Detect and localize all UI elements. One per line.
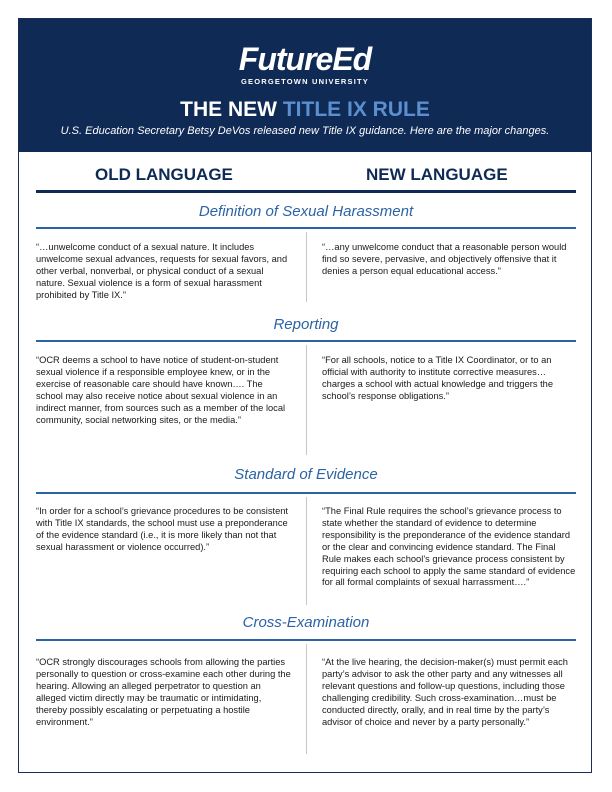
old-quote-cross-examination: “OCR strongly discourages schools from allowing the parties personally to question or cross-examine each other during the hearing. Allowing an alleged perpetrator to question an alleged victim directly may be traumatic or intimidating, thereby possibly escalating or perpetuating a hostile environment.” [36, 657, 291, 727]
section-title-definition: Definition of Sexual Harassment [198, 203, 414, 220]
column-divider [306, 644, 307, 754]
new-language-heading: NEW LANGUAGE [366, 165, 508, 184]
old-quote-reporting: “OCR deems a school to have notice of student-on-student sexual violence if a responsible employee knew, or in the exercise of reasonable care should have known…. The school may also receive notice about sexual violence in an indirect manner, from sources such as a member of the local community, social networking sites, or the media.” [36, 355, 286, 425]
title-prefix: THE NEW [180, 98, 283, 121]
section-rule [36, 227, 576, 229]
new-quote-definition: “…any unwelcome conduct that a reasonable person would find so severe, pervasive, and objectively offensive that it denies a person equal educational access.” [322, 242, 567, 276]
section-rule [36, 639, 576, 641]
section-rule [36, 492, 576, 494]
logo-subtitle: GEORGETOWN UNIVERSITY [241, 77, 369, 86]
page-subtitle: U.S. Education Secretary Betsy DeVos released new Title IX guidance. Here are the major changes. [60, 125, 550, 137]
old-quote-definition: “…unwelcome conduct of a sexual nature. It includes unwelcome sexual advances, requests for sexual favors, and other verbal, nonverbal, or physical conduct of a sexual nature. Sexual violence is a form of sexual harassment prohibited by Title IX.” [36, 242, 288, 300]
column-divider [306, 345, 307, 455]
old-quote-standard: “In order for a school’s grievance procedures to be consistent with Title IX standards, the school must use a preponderance of the evidence standard (i.e., it is more likely than not that sexual harassment or violence occurred).” [36, 506, 289, 552]
title-accent: TITLE IX RULE [282, 98, 430, 121]
page-title [19, 98, 591, 122]
section-rule [36, 340, 576, 342]
new-quote-cross-examination: “At the live hearing, the decision-maker(s) must permit each party’s advisor to ask the other party and any witnesses all relevant questions and follow-up questions, including those challenging credibility. Such cross-examination…must be conducted directly, orally, and in real time by the party’s advisor of choice and never by a party personally.” [322, 657, 568, 727]
section-title-standard: Standard of Evidence [234, 466, 378, 483]
futureed-logo: FutureEd [238, 41, 372, 77]
section-title-reporting: Reporting [273, 316, 339, 333]
column-divider [306, 232, 307, 302]
old-language-heading: OLD LANGUAGE [95, 165, 233, 184]
new-quote-reporting: “For all schools, notice to a Title IX Coordinator, or to an official with authority to institute corrective measures… charges a school with actual knowledge and triggers the school’s response obligations.” [322, 355, 554, 401]
section-title-cross-examination: Cross-Examination [242, 614, 370, 631]
column-divider [306, 497, 307, 605]
header-banner [19, 19, 591, 152]
new-quote-standard: “The Final Rule requires the school’s grievance process to state whether the standard of evidence to determine responsibility is the preponderance of the evidence standard or the clear and convincing evidence standard. The Final Rule makes each school’s grievance process consistent by requiring each school to apply the same standard of evidence for all formal complaints of sexual harrassment….” [322, 506, 576, 588]
heading-rule [36, 190, 576, 193]
